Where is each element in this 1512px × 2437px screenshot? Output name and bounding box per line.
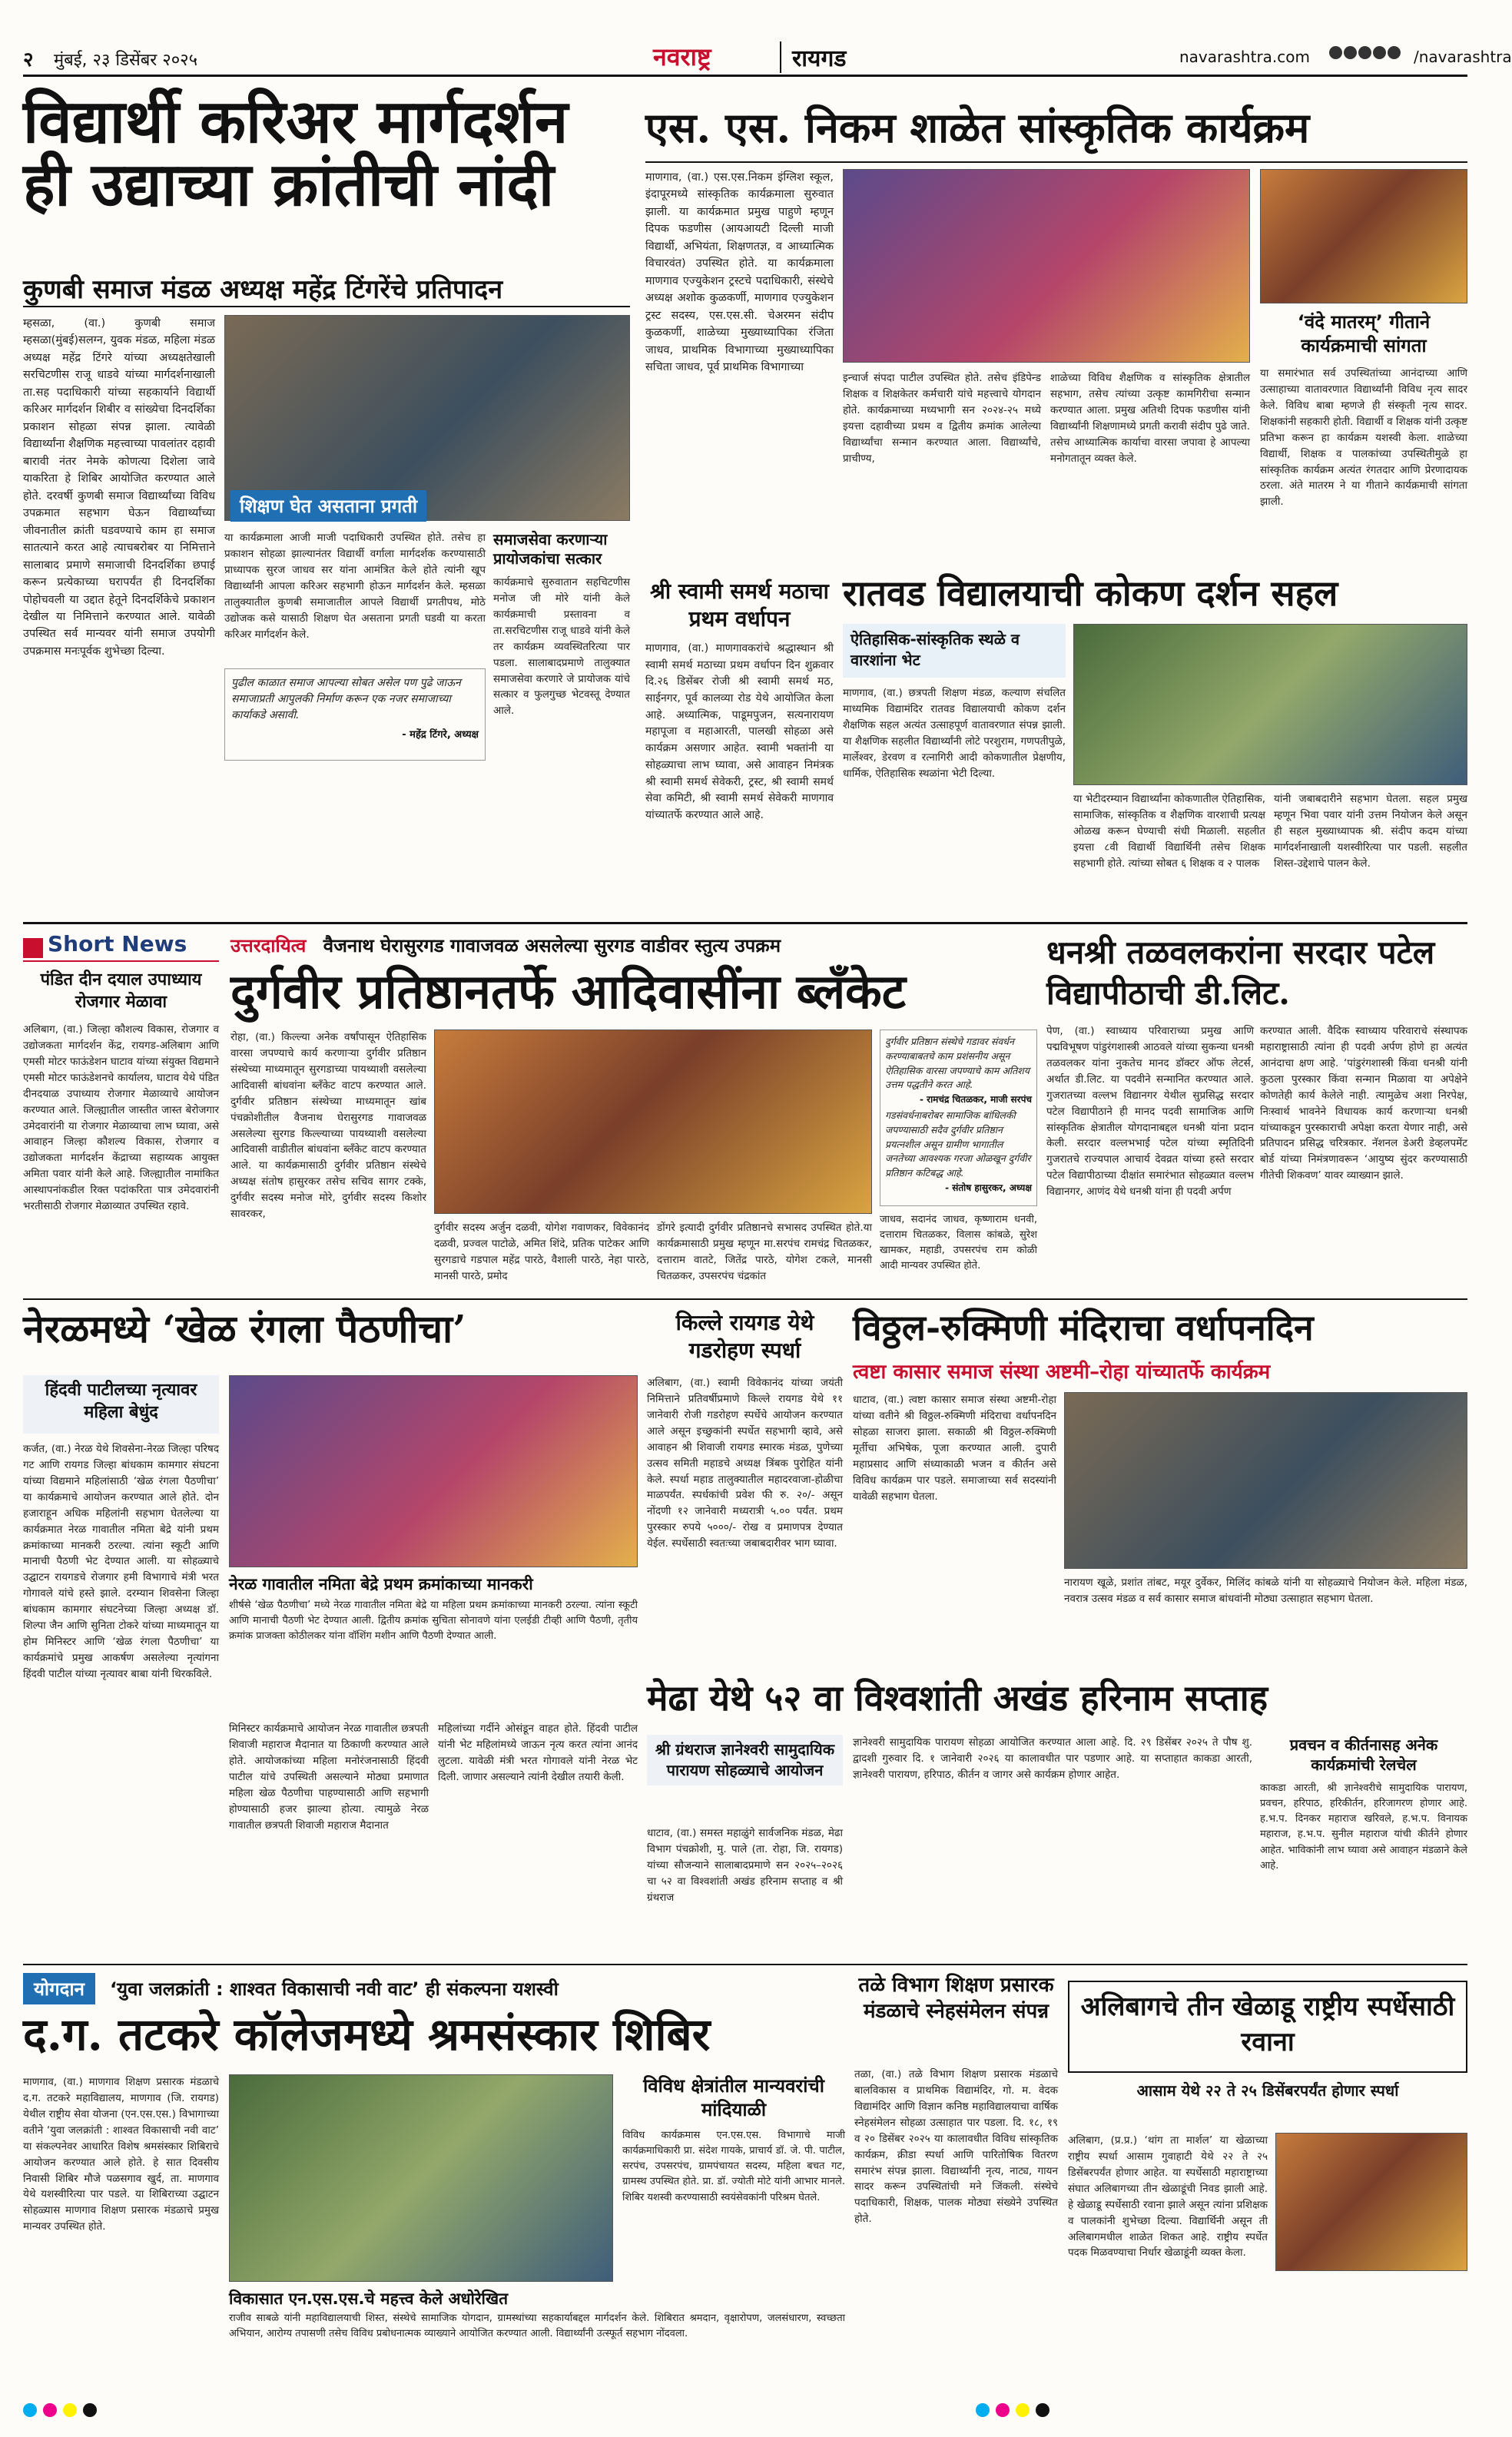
a7-subhead: हिंदवी पाटीलच्या नृत्यावर महिला बेधुंद bbox=[23, 1375, 219, 1434]
a3-body: माणगाव, (वा.) माणगावकरांचे श्रद्धास्थान श्री स्वामी समर्थ मठाच्या प्रथम वर्धापन दिन शुक्रवार दि.२६ डिसेंबर रोजी श्री स्वामी समर्थ मठ, साईनगर, पूर्व कालव्या रोड येथे आयोजित केला आहे. अध्यात्मिक, पाडूमपुजन, सत्यनारायण महापूजा व महाआरती, पालखी सोहळा असे कार्यक्रम असणार आहेत. स्वामी भक्तांनी या सोहळ्याचा लाभ घ्यावा, असे आवाहन निमंत्रक श्री स्वामी समर्थ सेवेकरी, ट्रस्ट, श्री स्वामी समर्थ सेवा कमिटी, श्री स्वामी समर्थ सेवेकरी माणगाव यांच्यातर्फे करण्यात आले आहे. bbox=[645, 642, 834, 821]
sn-body: अलिबाग, (वा.) जिल्हा कौशल्य विकास, रोजगार व उद्योजकता मार्गदर्शन केंद्र, रायगड-अलिबाग आणि एमसी मोटर फाऊंडेशन घाटाव यांच्या संयुक्त विद्यमाने एमसी मोटर फाऊंडेशनचे कार्यालय, घाटाव येथे पंडित दीनदयाळ उपाध्याय रोजगार मेळाव्याचे आयोजन करण्यात आले. जिल्ह्यातील जास्तीत जास्त बेरोजगार उमेदवारांनी या रोजगार मेळाव्याचा लाभ घ्यावा, असे आवाहन जिल्हा कौशल्य विकास, रोजगार व उद्योजकता मार्गदर्शन केंद्राच्या सहाय्यक आयुक्त अमिता पवार यांनी केले आहे. जिल्ह्यातील नामांकित आस्थापनांकडील रिक्त पदांकरिता पात्र उमेदवारांनी भरतीसाठी रोजगार मेळाव्यात उपस्थित रहावे. bbox=[23, 1023, 219, 1213]
cyan-dot bbox=[23, 2403, 37, 2417]
a8-body: अलिबाग, (वा.) स्वामी विवेकानंद यांच्या जयंती निमित्ताने प्रतिवर्षीप्रमाणे किल्ले रायगड येथे ११ जानेवारी रोजी गडरोहण स्पर्धेचे आयोजन करण्यात आले असून इच्छुकांनी स्पर्धेत सहभागी व्हावे, असे आवाहन श्री शिवाजी रायगड स्मारक मंडळ, पुणेच्या उत्सव समिती महाडचे अध्यक्ष त्रिंबक पुरोहित यांनी केले. स्पर्धा महाड तालुक्यातील महादरवाजा-होळीचा माळपर्यंत. स्पर्धकांची प्रवेश फी रु. २०/- असून नोंदणी १२ जानेवारी मध्यरात्री ५.०० पर्यंत. प्रथम पुरस्कार रुपये ५०००/- रोख व प्रमाणपत्र देण्यात येईल. स्पर्धेसाठी स्वतःच्या जबाबदारीवर भाग घ्यावा. bbox=[647, 1377, 843, 1550]
a5-body2: दुर्गवीर सदस्य अर्जुन दळवी, योगेश गवाणकर, विवेकानंद दळवी, प्रज्वल पाटोळे, अमित शिंदे, प्रतिक पाटेकर आणि सुरगडाचे गडपाल महेंद्र पारठे, वैशाली पारठे, नेहा पारठे, मानसी पारठे, प्रमोद bbox=[434, 1222, 649, 1282]
a10-title: मेढा येथे ५२ वा विश्वशांती अखंड हरिनाम सप्ताह bbox=[647, 1677, 1268, 1719]
a7-cap-title: नेरळ गावातील नमिता बेद्रे प्रथम क्रमांकाच्या मानकरी bbox=[229, 1575, 533, 1593]
a5-strap-row bbox=[230, 933, 1037, 960]
a2-body3: शाळेच्या विविध शैक्षणिक व सांस्कृतिक क्षेत्रातील सहभाग, तसेच त्यांच्या उत्कृष्ट कामगिरीचा सन्मान करण्यात आला. प्रमुख अतिथी दिपक फडणीस यांनी विद्यार्थ्यांनी शिक्षणामध्ये प्रगती करावी संदीप पुढे जाते. तसेच आध्यात्मिक कार्याचा वारसा जपावा हे आपल्या मनोगतातून व्यक्त केले. bbox=[1050, 372, 1250, 465]
page-header bbox=[23, 37, 1512, 77]
short-news-label bbox=[23, 931, 219, 962]
a1-side-body: कार्यक्रमाचे सुरुवातान सहचिटणीस मनोज जी मोरे यांनी केले कार्यक्रमाची प्रस्तावना व ता.सरचिटणीस राजू धाडवे यांनी केले तर कार्यक्रम व्यवस्थितरित्या पार पडला. सालाबादप्रमाणे तालुक्यात समाजसेवा करणारे जे प्रायोजक यांचे सत्कार व फुलगुच्छ भेटवस्तू देण्यात आले. bbox=[493, 576, 630, 718]
a5-body1: रोहा, (वा.) किल्ल्या अनेक वर्षांपासून ऐतिहासिक वारसा जपण्याचे कार्य करणाऱ्या दुर्गवीर प्रतिष्ठान संस्थेच्या माध्यमातून सुरगडाच्या पायथ्याशी वसलेल्या आदिवासी बांधवांना ब्लँकेट वाटप करण्यात आले. दुर्गवीर प्रतिष्ठान संस्थेच्या माध्यमातून खांब पंचक्रोशीतील वैजनाथ घेरासुरगड गावाजवळ असलेल्या सुरगड किल्ल्याच्या पायथ्याशी वसलेल्या आदिवासी वाडीतील बांधवांना ब्लँकेट वाटप करण्यात आले. या कार्यक्रमासाठी दुर्गवीर प्रतिष्ठान संस्थेचे अध्यक्ष संतोष हासुरकर तसेच सचिव सागर टक्के, दुर्गवीर सदस्य मनोज मोरे, दुर्गवीर सदस्य किशोर सावरकर, bbox=[230, 1031, 426, 1221]
a1-subtitle: कुणबी समाज मंडळ अध्यक्ष महेंद्र टिंगरेंचे प्रतिपादन bbox=[23, 274, 503, 305]
a2-photo-2 bbox=[1260, 169, 1467, 303]
a11-photo bbox=[229, 2074, 613, 2282]
a7-body1: कर्जत, (वा.) नेरळ येथे शिवसेना-नेरळ जिल्हा परिषद गट आणि रायगड जिल्हा बांधकाम कामगार संघटना यांच्या विद्यमाने महिलांसाठी ‘खेळ रंगला पैठणीचा’ या कार्यक्रमाचे आयोजन करण्यात आले होते. दोन हजाराहून अधिक महिलांनी सहभाग घेतलेल्या या कार्यक्रमात नेरळ गावातील नमिता बेद्रे यांनी प्रथम क्रमांकाच्या मानकरी ठरल्या. त्यांना स्कूटी आणि मानाची पैठणी भेट देण्यात आली. या सोहळ्याचे उद्घाटन रायगडचे रोजगार हमी विभागाचे मंत्री भरत गोगावले यांचे हस्ते झाले. दरम्यान शिवसेना जिल्हा बांधकाम कामगार संघटनेच्या जिल्हा अध्यक्ष डॉ. शिल्पा जैन आणि सुनिता टोकरे यांच्या माध्यमातून या होम मिनिस्टर आणि ‘खेळ रंगला पैठणीचा’ या कार्यक्रमांचे प्रमुख आकर्षण असलेल्या नृत्यांगना हिंदवी पाटील यांच्या नृत्यावर बाबा यांनी थिरकविले. bbox=[23, 1443, 219, 1680]
linkedin-icon[interactable] bbox=[1388, 46, 1401, 59]
a8-title: किल्ले रायगड येथे गडरोहण स्पर्धा bbox=[675, 1310, 814, 1364]
a5-q1: दुर्गवीर प्रतिष्ठान संस्थेचे गडावर संवर्धन करण्याबाबतचे काम प्रशंसनीय असून ऐतिहासिक वारसा जपण्याचे काम अतिशय उत्तम पद्धतीने करत आहे. bbox=[885, 1036, 1030, 1091]
a9-strap: त्वष्टा कासार समाज संस्था अष्टमी–रोहा यांच्यातर्फे कार्यक्रम bbox=[853, 1361, 1271, 1384]
a6-body1: पेण, (वा.) स्वाध्याय परिवाराच्या प्रमुख आणि पद्मविभूषण पांडुरंगशास्त्री आठवले यांच्या सुकन्या धनश्री तळवलकर यांना नुकतेच मानद डॉक्टर ऑफ लेटर्स, अर्थात डी.लिट. या पदवीने सन्मानित करण्यात आले. गुजरातच्या वल्लभ विद्यानगर येथील सुप्रसिद्ध सरदार पटेल विद्यापीठाने ही मानद पदवी सामाजिक आणि सांस्कृतिक क्षेत्रातील योगदानाबद्दल धनश्री यांना प्रदान केली. सरदार वल्लभभाई पटेल यांच्या स्मृतिदिनी गुजरातचे राज्यपाल आचार्य देवव्रत यांच्या हस्ते सरदार पटेल विद्यापीठाच्या दीक्षांत समारंभात सोहळ्यात वल्लभ विद्यानगर, आणंद येथे धनश्री यांना ही पदवी अर्पण bbox=[1046, 1025, 1254, 1199]
cyan-dot bbox=[976, 2403, 990, 2417]
a10-body2: ज्ञानेश्वरी सामुदायिक पारायण सोहळा आयोजित करण्यात आला आहे. दि. २९ डिसेंबर २०२५ ते पौष शु. द्वादशी गुरुवार दि. १ जानेवारी २०२६ या कालावधीत पार पडणार आहे. या सप्ताहात काकडा आरती, ज्ञानेश्वरी पारायण, हरिपाठ, कीर्तन व जागर असे कार्यक्रम होणार आहेत. bbox=[853, 1736, 1252, 1781]
a10-side-title: प्रवचन व कीर्तनासह अनेक कार्यक्रमांची रेलचेल bbox=[1289, 1736, 1438, 1774]
a5-kicker: उत्तरदायित्व bbox=[230, 935, 307, 957]
a2-title: एस. एस. निकम शाळेत सांस्कृतिक कार्यक्रम bbox=[645, 103, 1310, 152]
a11-strap-row bbox=[23, 1973, 845, 2004]
a1-title bbox=[23, 87, 630, 220]
a2-body1: माणगाव, (वा.) एस.एस.निकम इंग्लिश स्कूल, इंदापूरमध्ये सांस्कृतिक कार्यक्रमाला सुरुवात झाली. या कार्यक्रमात प्रमुख पाहुणे म्हणून दिपक फडणीस (आयआयटी दिल्ली माजी विद्यार्थी, अभियंता, शिक्षणतज्ञ, व आध्यात्मिक विचारवंत) उपस्थित होते. या कार्यक्रमाला माणगाव एज्युकेशन ट्रस्टचे पदाधिकारी, संस्थेचे अध्यक्ष अशोक कुळकर्णी, माणगाव एज्युकेशन ट्रस्ट सदस्य, एस.एस.सी. चेअरमन संदीप कुळकर्णी, शाळेच्या मुख्याध्यापिका रंजिता जाधव, प्राथमिक विभागाच्या मुख्याध्यापिका सचिता जाधव, पूर्व प्राथमिक विभागाच्या bbox=[645, 171, 834, 374]
a1-body2: या कार्यक्रमाला आजी माजी पदाधिकारी उपस्थित होते. तसेच हा प्रकाशन सोहळा झाल्यानंतर विद्यार्थी वर्गाला मार्गदर्शक करण्यासाठी प्राध्यापक सुरज जाधव सर यांना आमंत्रित केले होते त्यांनी खूप विद्यार्थ्यांनी आपला करिअर सहभागी होऊन मार्गदर्शन केले. म्हसळा तालुक्यातील कुणबी समाजातील आपले विद्यार्थी प्रगतीपथ, मोठे उद्योजक कसे यासाठी शिक्षण घेत असताना प्रगती घडवी या करता करिअर मार्गदर्शन केले. bbox=[224, 532, 486, 641]
a1-photo-caption: शिक्षण घेत असताना प्रगती bbox=[230, 490, 426, 522]
registration-marks bbox=[23, 2397, 1467, 2428]
edition-date: मुंबई, २३ डिसेंबर २०२५ bbox=[54, 51, 198, 70]
a1-body: म्हसळा, (वा.) कुणबी समाज म्हसळा(मुंबई)सलग्न, युवक मंडळ, महिला मंडळ अध्यक्ष महेंद्र टिंगरे यांच्या अध्यक्षतेखाली सरचिटणीस राजू धाडवे यांच्या मार्गदर्शनाखाली ता.सह पदाधिकारी यांच्या सहकार्याने विद्यार्थी करिअर मार्गदर्शन शिबीर व सांख्येचा दिनदर्शिका प्रकाशन सोहळा संपन्न झाला. त्यावेळी विद्यार्थ्यांना शैक्षणिक महत्त्वाच्या पावलांतर दहावी बारावी नंतर नेमके कोणत्या दिशेला जावे याकरिता हे शिबिर आयोजित करण्यात आले होते. दरवर्षी कुणबी समाज विद्यार्थ्यांच्या विविध उपक्रमात सहभाग घेऊन विद्यार्थ्यांच्या जीवनातील क्रांती घडवण्याचे काम हा समाज सातत्याने करत आहे त्याचबरोबर या निमित्ताने सालाबाद प्रमाणे समाजाची दिनदर्शिका छपाई करून प्रत्येकाच्या घरापर्यंत ही दिनदर्शिका पोहोचवली या उद्दात हेतूने दिनदर्शिकेचे प्रकाशन देखील या निमित्ताने करण्यात आले. यावेळी उपस्थित सर्व मान्यवर यांनी समाज उपयोगी उपक्रमास मनःपूर्वक शुभेच्छा दिल्या. bbox=[23, 317, 215, 658]
a11-title: द.ग. तटकरे कॉलेजमध्ये श्रमसंस्कार शिबिर bbox=[23, 2008, 711, 2061]
a11-body1: माणगाव, (वा.) माणगाव शिक्षण प्रसारक मंडळाचे द.ग. तटकरे महाविद्यालय, माणगाव (जि. रायगड) येथील राष्ट्रीय सेवा योजना (एन.एस.एस.) विभागाच्या वतीने ‘युवा जलक्रांती : शाश्वत विकासाची नवी वाट’ या संकल्पनेवर आधारित विशेष श्रमसंस्कार शिबिराचे आयोजन करण्यात आले होते. हे सात दिवसीय निवासी शिबिर मौजे पळसगाव खुर्द, ता. माणगाव येथे यशस्वीरित्या पार पडले. या शिबिराच्या उद्घाटन सोहळ्यास माणगाव शिक्षण प्रसारक मंडळाचे प्रमुख मान्यवर उपस्थित होते. bbox=[23, 2076, 219, 2233]
magenta-dot bbox=[43, 2403, 57, 2417]
a11-strap: ‘युवा जलक्रांती : शाश्वत विकासाची नवी वाट’ ही संकल्पना यशस्वी bbox=[110, 1978, 559, 2000]
website-link[interactable]: navarashtra.com bbox=[1179, 48, 1310, 66]
a4-title: रातवड विद्यालयाची कोकण दर्शन सहल bbox=[843, 572, 1338, 614]
social-handle[interactable]: /navarashtra bbox=[1414, 48, 1512, 66]
a7-title: नेरळमध्ये ‘खेळ रंगला पैठणीचा’ bbox=[23, 1306, 466, 1351]
yellow-dot bbox=[63, 2403, 77, 2417]
a12-body: तळा, (वा.) तळे विभाग शिक्षण प्रसारक मंडळाचे बालविकास व प्राथमिक विद्यामंदिर, गो. म. वेदक विद्यामंदिर आणि विज्ञान कनिष्ठ महाविद्यालयाचा वार्षिक स्नेहसंमेलन सोहळा उत्साहात पार पडला. दि. १८, १९ व २० डिसेंबर २०२५ या कालावधीत विविध सांस्कृतिक कार्यक्रम, क्रीडा स्पर्धा आणि पारितोषिक वितरण समारंभ संपन्न झाला. विद्यार्थ्यांनी नृत्य, नाट्य, गायन सादर करून उपस्थितांची मने जिंकली. संस्थेचे पदाधिकारी, शिक्षक, पालक मोठ्या संख्येने उपस्थित होते. bbox=[854, 2068, 1058, 2226]
black-dot bbox=[83, 2403, 97, 2417]
a12-title: तळे विभाग शिक्षण प्रसारक मंडळाचे स्नेहसंमेलन संपन्न bbox=[858, 1974, 1054, 2023]
a6-body2: करण्यात आली. वैदिक स्वाध्याय परिवाराचे संस्थापक महाराष्ट्रासाठी त्यांना ही पदवी अर्पण होणे हा अत्यंत आनंदाचा क्षण आहे. ‘पांडुरंगशास्त्री किंवा धनश्री यांनी कुठला पुरस्कार किंवा सन्मान मिळावा या अपेक्षेने कोणतेही कार्य केलेले नाही. त्यामुळेच अशा निरपेक्ष, निःस्वार्थ भावनेने विधायक कार्य करणाऱ्या धनश्री यांच्याकडून पुरस्काराची अपेक्षा करता येणार नाही, असे प्रतिपादन प्रसिद्ध चरित्रकार. नॅशनल डेअरी डेव्हलपमेंट बोर्ड यांच्या निमंत्रणावरून ‘आयुष्य सुंदर करण्यासाठी गीतेची शिकवण’ यावर व्याख्यान झाले. bbox=[1260, 1025, 1467, 1182]
facebook-icon[interactable] bbox=[1329, 46, 1342, 59]
a1-title-line2: ही उद्याच्या क्रांतीची नांदी bbox=[23, 149, 555, 220]
a2-side-title: ‘वंदे मातरम्’ गीताने कार्यक्रमाची सांगता bbox=[1297, 311, 1431, 357]
a5-quotes bbox=[880, 1030, 1037, 1206]
page-number: २ bbox=[23, 48, 34, 71]
a7-body3: महिलांच्या गर्दीने ओसंडून वाहत होते. हिंदवी पाटील यांनी भेट महिलांमध्ये जाऊन नृत्य करत त्यांना आनंद लुटला. यावेळी मंत्री भरत गोगावले यांनी नेरळ भेट दिली. जाणार असल्याने त्यांनी देखील तयारी केली. bbox=[438, 1722, 638, 1783]
a7-photo bbox=[229, 1375, 638, 1567]
sn-title: पंडित दीन दयाल उपाध्याय रोजगार मेळावा bbox=[40, 970, 202, 1012]
a5-title: दुर्गवीर प्रतिष्ठानतर्फे आदिवासींना ब्लँकेट bbox=[230, 963, 907, 1020]
a9-body1: धाटाव, (वा.) त्वष्टा कासार समाज संस्था अष्टमी-रोहा यांच्या वतीने श्री विठ्ठल-रुक्मिणी मंदिराचा वर्धापनदिन सोहळा साजरा झाला. सकाळी श्री विठ्ठल-रुक्मिणी मूर्तीचा अभिषेक, पूजा करण्यात आली. दुपारी महाप्रसाद आणि संध्याकाळी भजन व कीर्तन असे विविध कार्यक्रम पार पडले. समाजाच्या सर्व सदस्यांनी यावेळी सहभाग घेतला. bbox=[853, 1394, 1056, 1503]
youtube-icon[interactable] bbox=[1373, 46, 1386, 59]
a13-photo bbox=[1275, 2133, 1467, 2271]
a13-title: अलिबागचे तीन खेळाडू राष्ट्रीय स्पर्धेसाठी रवाना bbox=[1080, 1991, 1455, 2057]
section-name: रायगड bbox=[780, 41, 846, 73]
a11-cap-body: राजीव साबळे यांनी महाविद्यालयाची शिस्त, संस्थेचे सामाजिक योगदान, ग्रामस्थांच्या सहकार्याबद्दल मार्गदर्शन केले. शिबिरात श्रमदान, वृक्षारोपण, जलसंधारण, स्वच्छता अभियान, आरोग्य तपासणी तसेच विविध प्रबोधनात्मक व्याख्याने आयोजित करण्यात आली. विद्यार्थ्यांनी उत्स्फूर्त सहभाग नोंदवला. bbox=[229, 2313, 845, 2340]
a5-q2: गडसंवर्धनाबरोबर सामाजिक बांधिलकी जपण्यासाठी सदैव दुर्गवीर प्रतिष्ठान प्रयत्नशील असून ग्रामीण भागातील जनतेच्या आवश्यक गरजा ओळखून दुर्गवीर प्रतिष्ठान कटिबद्ध आहे. bbox=[885, 1109, 1031, 1179]
a5-strap: वैजनाथ घेरासुरगड गावाजवळ असलेल्या सुरगड वाडीवर स्तुत्य उपक्रम bbox=[323, 935, 781, 957]
a4-subhead: ऐतिहासिक-सांस्कृतिक स्थळे व वारशांना भेट bbox=[843, 624, 1066, 678]
a4-body1: माणगाव, (वा.) छत्रपती शिक्षण मंडळ, कल्याण संचलित माध्यमिक विद्यामंदिर रातवड विद्यालयाची कोकण दर्शन शैक्षणिक सहल अत्यंत उत्साहपूर्ण वातावरणात संपन्न झाली. या शैक्षणिक सहलीत विद्यार्थ्यांनी लोटे परशुराम, गणपतीपुळे, मार्लेश्वर, डेरवण व रत्नागिरी आदी कोकणातील प्रेक्षणीय, धार्मिक, ऐतिहासिक स्थळांना भेटी दिल्या. bbox=[843, 687, 1066, 780]
divider bbox=[23, 306, 630, 307]
black-dot bbox=[1036, 2403, 1049, 2417]
a7-body2: मिनिस्टर कार्यक्रमाचे आयोजन नेरळ गावातील छत्रपती शिवाजी महाराज मैदानात या ठिकाणी करण्यात आले होते. आयोजकांच्या महिला मनोरंजनासाठी हिंदवी पाटील यांचे उपस्थिती असल्याने मोठ्या प्रमाणात महिला खेळ पैठणीचा पाहण्यासाठी आणि सहभागी होण्यासाठी हजर झाल्या होत्या. त्यामुळे नेरळ गावातील छत्रपती शिवाजी महाराज मैदानात bbox=[229, 1722, 429, 1832]
masthead-logo: नवराष्ट्र bbox=[653, 42, 711, 71]
a4-body2: या भेटीदरम्यान विद्यार्थ्यांना कोकणातील ऐतिहासिक, सामाजिक, सांस्कृतिक व शैक्षणिक वारशाची प्रत्यक्ष ओळख करून घेण्याची संधी मिळाली. सहलीत इयत्ता ८वी विद्यार्थी विद्यार्थिनी तसेच शिक्षक सहभागी होते. त्यांच्या सोबत ६ शिक्षक व २ पालक bbox=[1073, 793, 1265, 870]
a13-body: अलिबाग, (प्र.प्र.) ‘थांग ता मार्शल’ या खेळाच्या राष्ट्रीय स्पर्धा आसाम गुवाहाटी येथे २२ ते २५ डिसेंबरपर्यंत होणार आहेत. या स्पर्धेसाठी महाराष्ट्राच्या संघात अलिबागच्या तीन खेळाडूंची निवड झाली आहे. हे खेळाडू स्पर्धेसाठी रवाना झाले असून त्यांना प्रशिक्षक व पालकांनी शुभेच्छा दिल्या. विद्यार्थिनी असून ती अलिबागमधील शाळेत शिकत आहे. राष्ट्रीय स्पर्धेत पदक मिळवण्याचा निर्धार खेळाडूंनी व्यक्त केला. bbox=[1068, 2134, 1268, 2260]
a5-q1-by: - रामचंद्र चितळकर, माजी सरपंच bbox=[920, 1094, 1032, 1105]
a11-cap-title: विकासात एन.एस.एस.चे महत्त्व केले अधोरेखित bbox=[229, 2289, 509, 2308]
a9-title: विठ्ठल-रुक्मिणी मंदिराचा वर्धापनदिन bbox=[853, 1307, 1314, 1348]
a13-subhead: आसाम येथे २२ ते २५ डिसेंबरपर्यंत होणार स्पर्धा bbox=[1136, 2081, 1399, 2100]
social-icons[interactable] bbox=[1329, 46, 1406, 65]
short-news-icon bbox=[23, 938, 43, 958]
a11-box-body: विविध कार्यक्रमास एन.एस.एस. विभागाचे माजी कार्यक्रमाधिकारी प्रा. संदेश गायके, प्राचार्य डॉ. जे. पी. पाटील, सरपंच, उपसरपंच, ग्रामपंचायत सदस्य, महिला बचत गट, ग्रामस्थ उपस्थित होते. प्रा. डॉ. ज्योती मोटे यांनी आभार मानले. शिबिर यशस्वी करण्यासाठी स्वयंसेवकांनी परिश्रम घेतले. bbox=[622, 2130, 845, 2203]
a5-body4: जाधव, सदानंद जाधव, कृष्णाराम धनवी, दत्ताराम चितळकर, विलास कांबळे, सुरेश खामकर, महाडी, उपसरपंच राम कोळी आदी मान्यवर उपस्थित होते. bbox=[880, 1214, 1037, 1272]
a13-title-box bbox=[1068, 1981, 1467, 2073]
section-divider bbox=[23, 1298, 1467, 1300]
a1-quote-by: - महेंद्र टिंगरे, अध्यक्ष bbox=[402, 729, 479, 741]
divider bbox=[645, 161, 1467, 163]
a11-kicker: योगदान bbox=[23, 1973, 95, 2004]
a5-q2-by: - संतोष हासुरकर, अध्यक्ष bbox=[945, 1182, 1032, 1193]
a2-body2: इन्चार्ज संपदा पाटील उपस्थित होते. तसेच इंडिपेन्ड शिक्षक व शिक्षकेतर कर्मचारी यांचे महत्त्वाचे योगदान होते. कार्यक्रमाच्या मध्यभागी सन २०२४-२५ मध्ये इयत्ता दहावीच्या प्रथम व द्वितीय क्रमांक आलेल्या विद्यार्थ्यांचा सन्मान करण्यात आला. विद्यार्थ्यांचे, प्राचीण्य, bbox=[843, 372, 1041, 465]
a10-side-body: काकडा आरती, श्री ज्ञानेश्वरीचे सामुदायिक पारायण, प्रवचन, हरिपाठ, हरिकीर्तन, हरिजागरण होणार आहे. ह.भ.प. दिनकर महाराज खरिवले, ह.भ.प. विनायक महाराज, ह.भ.प. सुनील महाराज यांची कीर्तने होणार आहेत. भाविकांनी लाभ घ्यावा असे आवाहन मंडळाने केले आहे. bbox=[1260, 1782, 1467, 1872]
a1-quote: पुढील काळात समाज आपल्या सोबत असेल पण पुढे जाऊन समाजाप्रती आपुलकी निर्माण करून एक नजर समाजाच्या कार्याकडे असावी. bbox=[231, 677, 461, 721]
a9-photo bbox=[1064, 1392, 1467, 1569]
section-divider bbox=[23, 1964, 1467, 1965]
a9-body2: नारायण खूळे, प्रशांत तांबट, मयूर दुर्वेकर, मिलिंद कांबळे यांनी या सोहळ्याचे नियोजन केले. महिला मंडळ, नवरात्र उत्सव मंडळ व सर्व कासार समाज बांधवांनी मोठ्या उत्साहात सहभाग घेतला. bbox=[1064, 1577, 1467, 1605]
magenta-dot bbox=[996, 2403, 1010, 2417]
a1-title-line1: विद्यार्थी करिअर मार्गदर्शन bbox=[23, 87, 569, 157]
a5-photo bbox=[434, 1030, 872, 1214]
a1-side-title: समाजसेवा करणाऱ्या प्रायोजकांचा सत्कार bbox=[493, 530, 608, 568]
a4-body3: यांनी जबाबदारीने सहभाग घेतला. सहल प्रमुख म्हणून भिवा पवार यांनी उत्तम नियोजन केले असून ही सहल मुख्याध्यापक श्री. संदीप कदम यांच्या मार्गदर्शनाखाली यशस्वीरित्या पार पडली. सहलीत शिस्त-उद्देशाचे पालन केले. bbox=[1274, 793, 1467, 870]
a4-photo bbox=[1073, 624, 1467, 785]
instagram-icon[interactable] bbox=[1358, 46, 1371, 59]
a2-photo-1 bbox=[843, 169, 1250, 363]
a10-body1: धाटाव, (वा.) समस्त महाळुंगे सार्वजनिक मंडळ, मेढा विभाग पंचक्रोशी, मु. पाले (ता. रोहा, जि. रायगड) यांच्या सौजन्याने सालाबादप्रमाणे सन २०२५–२०२६ चा ५२ वा विश्वशांती अखंड हरिनाम सप्ताह व श्री ग्रंथराज bbox=[647, 1827, 843, 1904]
a11-box-title: विविध क्षेत्रांतील मान्यवरांची मांदियाळी bbox=[643, 2075, 824, 2121]
section-divider bbox=[23, 922, 1467, 924]
a1-quote-box bbox=[224, 668, 486, 761]
a5-body3: डोंगरे इत्यादी दुर्गवीर प्रतिष्ठानचे सभासद उपस्थित होते.या कार्यक्रमासाठी प्रमुख म्हणून मा.सरपंच रामचंद्र चितळकर, दत्ताराम वातटे, जितेंद्र पारठे, योगेश टकले, मानसी चितळकर, उपसरपंच चंद्रकांत bbox=[657, 1222, 872, 1282]
yellow-dot bbox=[1016, 2403, 1030, 2417]
a6-title: धनश्री तळवलकरांना सरदार पटेल विद्यापीठाची डी.लिट. bbox=[1046, 933, 1435, 1012]
a3-title: श्री स्वामी समर्थ मठाचा प्रथम वर्धापन bbox=[650, 579, 829, 632]
a10-subhead: श्री ग्रंथराज ज्ञानेश्वरी सामुदायिक पारायण सोहळ्याचे आयोजन bbox=[647, 1735, 843, 1785]
a7-cap-body: शीर्षसे ‘खेळ पैठणीचा’ मध्ये नेरळ गावातील नमिता बेद्रे या महिला प्रथम क्रमांकाच्या मानकरी ठरल्या. त्यांना स्कूटी आणि मानाची पैठणी भेट देण्यात आली. द्वितीय क्रमांक सुचिता सोनावणे यांना एलईडी टीव्ही आणि पैठणी, तृतीय क्रमांक प्राजक्ता कोठीलकर यांना वॉशिंग मशीन आणि पैठणी देण्यात आली. bbox=[229, 1600, 638, 1643]
a2-side-body: या समारंभात सर्व उपस्थितांच्या आनंदाच्या आणि उत्साहाच्या वातावरणात विद्यार्थ्यांनी विविध नृत्य सादर केले. विविध बाबा म्हणजे ही संस्कृती नृत्य सादर. शिक्षकांनी सहकारी होती. विद्यार्थी व शिक्षक यांनी उत्कृष्ट प्रतिभा करून हा कार्यक्रम यशस्वी केला. शाळेच्या विद्यार्थी, शिक्षक व पालकांच्या उपस्थितीमुळे हा सांस्कृतिक कार्यक्रम अत्यंत रंगतदार आणि प्रेरणादायक ठरला. अंते मातरम ने या गीताने कार्यक्रमाची सांगता झाली. bbox=[1260, 367, 1467, 509]
short-news-text: Short News bbox=[48, 931, 187, 957]
x-icon[interactable] bbox=[1344, 46, 1357, 59]
